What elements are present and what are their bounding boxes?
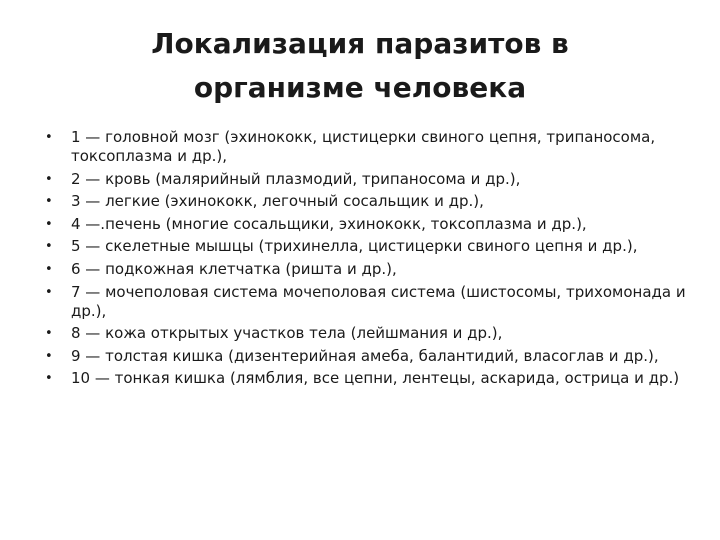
list-item <box>45 347 690 366</box>
list-item <box>45 369 690 388</box>
slide-title <box>60 22 660 110</box>
bullet-icon: • <box>45 261 53 277</box>
bullet-icon: • <box>45 348 53 364</box>
list-item-text: 1 — головной мозг (эхинококк, цистицерки свиного цепня, трипаносома, токсоплазма и др.), <box>71 128 656 165</box>
list-item <box>45 215 690 234</box>
slide-title-line-2: организме человека <box>193 71 527 104</box>
bullet-icon: • <box>45 216 53 232</box>
list-item <box>45 260 690 279</box>
bullet-icon: • <box>45 239 53 255</box>
list-item-text: 4 —.печень (многие сосальщики, эхинококк, токсоплазма и др.), <box>71 214 587 233</box>
bullet-icon: • <box>45 326 53 342</box>
list-item <box>45 128 690 166</box>
list-item-text: 3 — легкие (эхинококк, легочный сосальщик и др.), <box>71 192 484 211</box>
list-item-text: 5 — скелетные мышцы (трихинелла, цистицерки свиного цепня и др.), <box>71 237 638 256</box>
list-item <box>45 237 690 256</box>
list-item <box>45 192 690 211</box>
bullet-icon: • <box>45 194 53 210</box>
list-item-text: 7 — мочеполовая система мочеполовая система (шистосомы, трихомонада и др.), <box>71 282 686 320</box>
slide-title-line-1: Локализация паразитов в <box>151 27 569 60</box>
bullet-icon: • <box>45 284 53 300</box>
list-item <box>45 283 690 321</box>
list-item-text: 9 — толстая кишка (дизентерийная амеба, балантидий, власоглав и др.), <box>71 346 659 365</box>
list-item <box>45 324 690 343</box>
list-item-text: 6 — подкожная клетчатка (ришта и др.), <box>71 259 397 278</box>
list-item <box>45 170 690 189</box>
bullet-icon: • <box>45 130 53 145</box>
bullet-list <box>45 128 690 392</box>
list-item-text: 8 — кожа открытых участков тела (лейшмания и др.), <box>71 324 503 343</box>
bullet-icon: • <box>45 371 53 387</box>
list-item-text: 2 — кровь (малярийный плазмодий, трипаносома и др.), <box>71 169 521 188</box>
list-item-text: 10 — тонкая кишка (лямблия, все цепни, лентецы, аскарида, острица и др.) <box>71 369 680 388</box>
bullet-icon: • <box>45 171 53 187</box>
